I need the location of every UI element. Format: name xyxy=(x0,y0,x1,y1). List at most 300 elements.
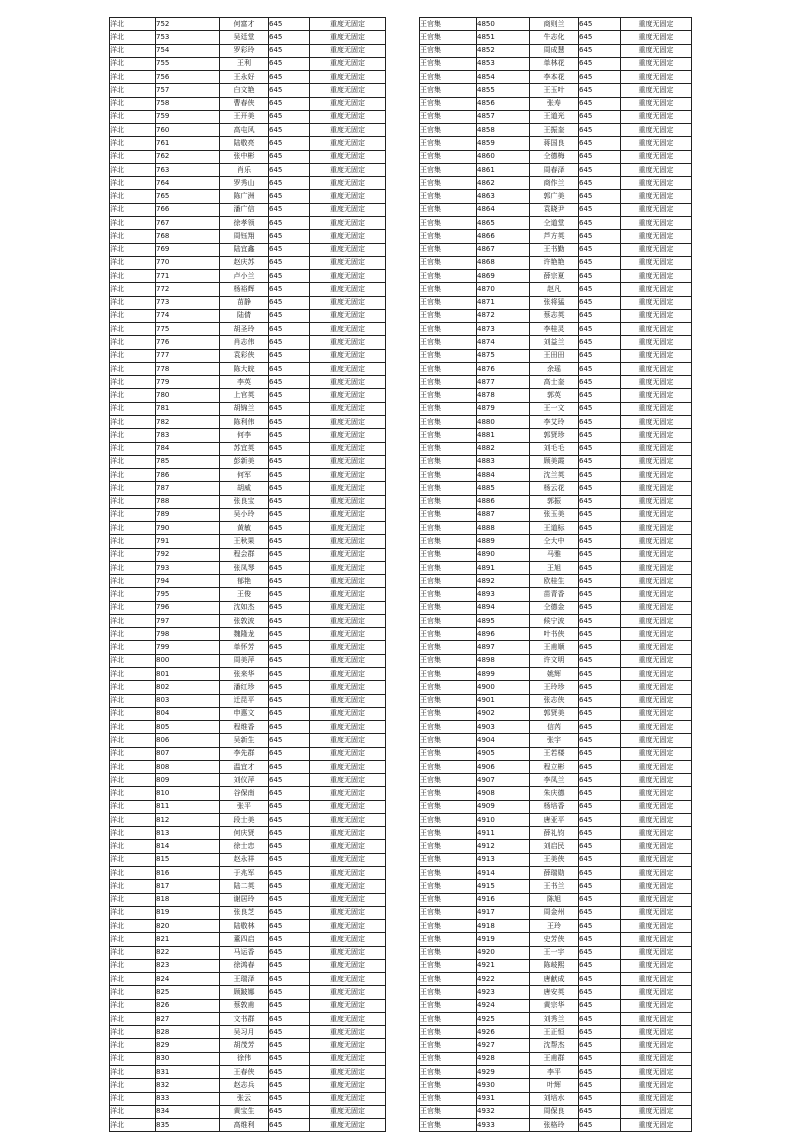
id-cell: 4913 xyxy=(477,853,530,866)
place-cell: 王官集 xyxy=(420,721,477,734)
place-cell: 洋北 xyxy=(110,920,156,933)
table-row xyxy=(110,203,386,216)
place-cell: 洋北 xyxy=(110,323,156,336)
place-cell: 王官集 xyxy=(420,1119,477,1132)
amount-cell: 645 xyxy=(579,813,621,826)
place-cell: 洋北 xyxy=(110,44,156,57)
table-row xyxy=(110,760,386,773)
table-row xyxy=(420,986,692,999)
type-cell: 重度无固定 xyxy=(621,867,692,880)
table-row xyxy=(110,641,386,654)
type-cell: 重度无固定 xyxy=(621,495,692,508)
table-row xyxy=(110,973,386,986)
type-cell: 重度无固定 xyxy=(310,681,386,694)
type-cell: 重度无固定 xyxy=(621,442,692,455)
place-cell: 王官集 xyxy=(420,389,477,402)
place-cell: 洋北 xyxy=(110,309,156,322)
name-cell: 沈帮杰 xyxy=(530,1039,579,1052)
place-cell: 王官集 xyxy=(420,283,477,296)
amount-cell: 645 xyxy=(269,270,310,283)
amount-cell: 645 xyxy=(579,442,621,455)
amount-cell: 645 xyxy=(579,575,621,588)
place-cell: 洋北 xyxy=(110,469,156,482)
table-row xyxy=(110,734,386,747)
id-cell: 4919 xyxy=(477,933,530,946)
amount-cell: 645 xyxy=(579,256,621,269)
amount-cell: 645 xyxy=(579,362,621,375)
amount-cell: 645 xyxy=(269,787,310,800)
amount-cell: 645 xyxy=(579,44,621,57)
amount-cell: 645 xyxy=(579,84,621,97)
table-row xyxy=(420,1052,692,1065)
amount-cell: 645 xyxy=(269,389,310,402)
amount-cell: 645 xyxy=(579,455,621,468)
amount-cell: 645 xyxy=(579,336,621,349)
place-cell: 王官集 xyxy=(420,1092,477,1105)
place-cell: 王官集 xyxy=(420,442,477,455)
type-cell: 重度无固定 xyxy=(621,1052,692,1065)
table-row xyxy=(110,283,386,296)
table-row xyxy=(420,774,692,787)
table-row xyxy=(420,535,692,548)
id-cell: 4930 xyxy=(477,1079,530,1092)
name-cell: 周美萍 xyxy=(220,654,269,667)
amount-cell: 645 xyxy=(269,694,310,707)
amount-cell: 645 xyxy=(579,216,621,229)
amount-cell: 645 xyxy=(579,933,621,946)
id-cell: 4882 xyxy=(477,442,530,455)
id-cell: 4867 xyxy=(477,243,530,256)
type-cell: 重度无固定 xyxy=(621,150,692,163)
name-cell: 王甫顺 xyxy=(530,641,579,654)
amount-cell: 645 xyxy=(579,376,621,389)
place-cell: 洋北 xyxy=(110,216,156,229)
name-cell: 单林花 xyxy=(530,57,579,70)
type-cell: 重度无固定 xyxy=(621,1105,692,1118)
id-cell: 826 xyxy=(156,999,220,1012)
amount-cell: 645 xyxy=(269,283,310,296)
table-row xyxy=(420,681,692,694)
id-cell: 785 xyxy=(156,455,220,468)
name-cell: 袁晓尹 xyxy=(530,203,579,216)
id-cell: 4885 xyxy=(477,482,530,495)
id-cell: 784 xyxy=(156,442,220,455)
place-cell: 王官集 xyxy=(420,1039,477,1052)
place-cell: 洋北 xyxy=(110,1105,156,1118)
name-cell: 程会群 xyxy=(220,548,269,561)
type-cell: 重度无固定 xyxy=(621,84,692,97)
table-row xyxy=(420,362,692,375)
table-row xyxy=(420,694,692,707)
place-cell: 洋北 xyxy=(110,734,156,747)
type-cell: 重度无固定 xyxy=(310,402,386,415)
amount-cell: 645 xyxy=(269,853,310,866)
table-row xyxy=(110,429,386,442)
table-row xyxy=(110,1039,386,1052)
name-cell: 吴习月 xyxy=(220,1026,269,1039)
amount-cell: 645 xyxy=(579,283,621,296)
amount-cell: 645 xyxy=(579,694,621,707)
place-cell: 王官集 xyxy=(420,588,477,601)
id-cell: 4876 xyxy=(477,362,530,375)
name-cell: 芦方英 xyxy=(530,230,579,243)
amount-cell: 645 xyxy=(579,415,621,428)
name-cell: 杨云花 xyxy=(530,482,579,495)
amount-cell: 645 xyxy=(579,906,621,919)
type-cell: 重度无固定 xyxy=(310,323,386,336)
table-row xyxy=(110,681,386,694)
name-cell: 刘毛毛 xyxy=(530,442,579,455)
type-cell: 重度无固定 xyxy=(310,84,386,97)
id-cell: 4912 xyxy=(477,840,530,853)
amount-cell: 645 xyxy=(579,707,621,720)
type-cell: 重度无固定 xyxy=(310,137,386,150)
type-cell: 重度无固定 xyxy=(310,203,386,216)
type-cell: 重度无固定 xyxy=(310,893,386,906)
table-row xyxy=(420,734,692,747)
id-cell: 770 xyxy=(156,256,220,269)
name-cell: 徐伟 xyxy=(220,1052,269,1065)
type-cell: 重度无固定 xyxy=(621,813,692,826)
name-cell: 徐士忠 xyxy=(220,840,269,853)
type-cell: 重度无固定 xyxy=(310,1105,386,1118)
amount-cell: 645 xyxy=(579,1012,621,1025)
place-cell: 王官集 xyxy=(420,402,477,415)
place-cell: 王官集 xyxy=(420,137,477,150)
name-cell: 王瑞泽 xyxy=(220,973,269,986)
amount-cell: 645 xyxy=(579,469,621,482)
table-row xyxy=(420,84,692,97)
name-cell: 白文艳 xyxy=(220,84,269,97)
table-row xyxy=(110,163,386,176)
table-row xyxy=(420,243,692,256)
name-cell: 叶辉 xyxy=(530,1079,579,1092)
id-cell: 4880 xyxy=(477,415,530,428)
name-cell: 刘益兰 xyxy=(530,336,579,349)
amount-cell: 645 xyxy=(269,535,310,548)
table-row xyxy=(420,1026,692,1039)
name-cell: 王若楼 xyxy=(530,747,579,760)
id-cell: 4861 xyxy=(477,163,530,176)
table-row xyxy=(420,933,692,946)
type-cell: 重度无固定 xyxy=(621,71,692,84)
amount-cell: 645 xyxy=(579,1105,621,1118)
table-row xyxy=(420,309,692,322)
table-row xyxy=(420,946,692,959)
type-cell: 重度无固定 xyxy=(310,813,386,826)
table-row xyxy=(110,216,386,229)
amount-cell: 645 xyxy=(269,986,310,999)
name-cell: 段士美 xyxy=(220,813,269,826)
amount-cell: 645 xyxy=(269,999,310,1012)
place-cell: 王官集 xyxy=(420,986,477,999)
type-cell: 重度无固定 xyxy=(621,668,692,681)
table-row xyxy=(110,362,386,375)
table-row xyxy=(110,97,386,110)
id-cell: 4883 xyxy=(477,455,530,468)
amount-cell: 645 xyxy=(269,296,310,309)
type-cell: 重度无固定 xyxy=(621,1092,692,1105)
table-row xyxy=(110,57,386,70)
type-cell: 重度无固定 xyxy=(310,415,386,428)
type-cell: 重度无固定 xyxy=(310,31,386,44)
table-row xyxy=(110,376,386,389)
place-cell: 洋北 xyxy=(110,774,156,787)
id-cell: 787 xyxy=(156,482,220,495)
amount-cell: 645 xyxy=(269,1092,310,1105)
name-cell: 肖乐 xyxy=(220,163,269,176)
table-row xyxy=(420,216,692,229)
id-cell: 4902 xyxy=(477,707,530,720)
name-cell: 许文明 xyxy=(530,654,579,667)
table-row xyxy=(110,110,386,123)
name-cell: 何李 xyxy=(220,429,269,442)
amount-cell: 645 xyxy=(269,323,310,336)
name-cell: 仝德金 xyxy=(530,601,579,614)
place-cell: 洋北 xyxy=(110,893,156,906)
name-cell: 周春泽 xyxy=(530,163,579,176)
table-row xyxy=(110,243,386,256)
id-cell: 762 xyxy=(156,150,220,163)
type-cell: 重度无固定 xyxy=(621,840,692,853)
type-cell: 重度无固定 xyxy=(310,628,386,641)
amount-cell: 645 xyxy=(579,614,621,627)
place-cell: 洋北 xyxy=(110,654,156,667)
id-cell: 801 xyxy=(156,668,220,681)
type-cell: 重度无固定 xyxy=(621,641,692,654)
table-row xyxy=(110,1119,386,1132)
table-row xyxy=(420,256,692,269)
name-cell: 张志侠 xyxy=(530,694,579,707)
type-cell: 重度无固定 xyxy=(621,827,692,840)
name-cell: 沈如杰 xyxy=(220,601,269,614)
type-cell: 重度无固定 xyxy=(310,1079,386,1092)
name-cell: 赵凡 xyxy=(530,283,579,296)
table-row xyxy=(110,614,386,627)
name-cell: 唐献成 xyxy=(530,973,579,986)
amount-cell: 645 xyxy=(269,561,310,574)
type-cell: 重度无固定 xyxy=(621,1065,692,1078)
name-cell: 周保良 xyxy=(530,1105,579,1118)
amount-cell: 645 xyxy=(579,124,621,137)
id-cell: 808 xyxy=(156,760,220,773)
table-row xyxy=(110,124,386,137)
amount-cell: 645 xyxy=(269,177,310,190)
id-cell: 760 xyxy=(156,124,220,137)
type-cell: 重度无固定 xyxy=(621,575,692,588)
amount-cell: 645 xyxy=(269,920,310,933)
id-cell: 752 xyxy=(156,18,220,31)
table-row xyxy=(420,124,692,137)
amount-cell: 645 xyxy=(579,402,621,415)
type-cell: 重度无固定 xyxy=(310,18,386,31)
amount-cell: 645 xyxy=(269,827,310,840)
name-cell: 李平 xyxy=(530,1065,579,1078)
amount-cell: 645 xyxy=(579,163,621,176)
type-cell: 重度无固定 xyxy=(310,561,386,574)
amount-cell: 645 xyxy=(269,243,310,256)
amount-cell: 645 xyxy=(269,893,310,906)
type-cell: 重度无固定 xyxy=(310,601,386,614)
type-cell: 重度无固定 xyxy=(310,1026,386,1039)
type-cell: 重度无固定 xyxy=(621,57,692,70)
name-cell: 高屯风 xyxy=(220,124,269,137)
table-row xyxy=(110,402,386,415)
amount-cell: 645 xyxy=(579,893,621,906)
amount-cell: 645 xyxy=(269,482,310,495)
table-row xyxy=(420,389,692,402)
amount-cell: 645 xyxy=(579,588,621,601)
type-cell: 重度无固定 xyxy=(621,614,692,627)
id-cell: 806 xyxy=(156,734,220,747)
place-cell: 洋北 xyxy=(110,336,156,349)
place-cell: 王官集 xyxy=(420,867,477,880)
type-cell: 重度无固定 xyxy=(621,31,692,44)
amount-cell: 645 xyxy=(579,747,621,760)
place-cell: 洋北 xyxy=(110,110,156,123)
amount-cell: 645 xyxy=(269,628,310,641)
table-row xyxy=(110,561,386,574)
place-cell: 洋北 xyxy=(110,1012,156,1025)
place-cell: 王官集 xyxy=(420,933,477,946)
place-cell: 洋北 xyxy=(110,482,156,495)
name-cell: 唐安英 xyxy=(530,986,579,999)
amount-cell: 645 xyxy=(269,203,310,216)
place-cell: 洋北 xyxy=(110,522,156,535)
table-row xyxy=(110,535,386,548)
id-cell: 769 xyxy=(156,243,220,256)
id-cell: 804 xyxy=(156,707,220,720)
type-cell: 重度无固定 xyxy=(310,296,386,309)
table-row xyxy=(420,190,692,203)
name-cell: 周钰翔 xyxy=(220,230,269,243)
amount-cell: 645 xyxy=(269,1119,310,1132)
amount-cell: 645 xyxy=(269,880,310,893)
table-row xyxy=(420,628,692,641)
type-cell: 重度无固定 xyxy=(310,482,386,495)
place-cell: 王官集 xyxy=(420,787,477,800)
amount-cell: 645 xyxy=(269,508,310,521)
table-row xyxy=(110,522,386,535)
place-cell: 洋北 xyxy=(110,31,156,44)
type-cell: 重度无固定 xyxy=(310,959,386,972)
amount-cell: 645 xyxy=(269,548,310,561)
place-cell: 洋北 xyxy=(110,71,156,84)
type-cell: 重度无固定 xyxy=(621,1119,692,1132)
place-cell: 王官集 xyxy=(420,349,477,362)
id-cell: 4922 xyxy=(477,973,530,986)
amount-cell: 645 xyxy=(269,1105,310,1118)
type-cell: 重度无固定 xyxy=(310,920,386,933)
name-cell: 张良芝 xyxy=(220,906,269,919)
type-cell: 重度无固定 xyxy=(310,986,386,999)
type-cell: 重度无固定 xyxy=(621,707,692,720)
name-cell: 曹春侠 xyxy=(220,97,269,110)
place-cell: 洋北 xyxy=(110,97,156,110)
table-row xyxy=(110,31,386,44)
table-row xyxy=(420,522,692,535)
name-cell: 仝大中 xyxy=(530,535,579,548)
id-cell: 4892 xyxy=(477,575,530,588)
amount-cell: 645 xyxy=(579,323,621,336)
place-cell: 洋北 xyxy=(110,270,156,283)
place-cell: 洋北 xyxy=(110,84,156,97)
amount-cell: 645 xyxy=(579,110,621,123)
id-cell: 790 xyxy=(156,522,220,535)
id-cell: 4918 xyxy=(477,920,530,933)
id-cell: 788 xyxy=(156,495,220,508)
id-cell: 4929 xyxy=(477,1065,530,1078)
name-cell: 徐鸿春 xyxy=(220,959,269,972)
name-cell: 上官英 xyxy=(220,389,269,402)
type-cell: 重度无固定 xyxy=(621,787,692,800)
id-cell: 4872 xyxy=(477,309,530,322)
place-cell: 洋北 xyxy=(110,813,156,826)
id-cell: 821 xyxy=(156,933,220,946)
name-cell: 蔡志英 xyxy=(530,309,579,322)
amount-cell: 645 xyxy=(269,1012,310,1025)
amount-cell: 645 xyxy=(579,548,621,561)
type-cell: 重度无固定 xyxy=(310,336,386,349)
type-cell: 重度无固定 xyxy=(310,163,386,176)
type-cell: 重度无固定 xyxy=(310,787,386,800)
amount-cell: 645 xyxy=(579,203,621,216)
id-cell: 759 xyxy=(156,110,220,123)
table-row xyxy=(420,575,692,588)
table-row xyxy=(420,853,692,866)
id-cell: 4931 xyxy=(477,1092,530,1105)
amount-cell: 645 xyxy=(579,150,621,163)
table-row xyxy=(420,800,692,813)
place-cell: 王官集 xyxy=(420,309,477,322)
name-cell: 王春侠 xyxy=(220,1065,269,1078)
amount-cell: 645 xyxy=(579,1026,621,1039)
type-cell: 重度无固定 xyxy=(310,973,386,986)
type-cell: 重度无固定 xyxy=(621,694,692,707)
type-cell: 重度无固定 xyxy=(621,561,692,574)
id-cell: 753 xyxy=(156,31,220,44)
table-row xyxy=(110,840,386,853)
id-cell: 823 xyxy=(156,959,220,972)
name-cell: 肖志伟 xyxy=(220,336,269,349)
id-cell: 4894 xyxy=(477,601,530,614)
name-cell: 董四启 xyxy=(220,933,269,946)
amount-cell: 645 xyxy=(269,641,310,654)
amount-cell: 645 xyxy=(269,1039,310,1052)
id-cell: 789 xyxy=(156,508,220,521)
place-cell: 洋北 xyxy=(110,429,156,442)
name-cell: 苗青香 xyxy=(530,588,579,601)
table-row xyxy=(420,1105,692,1118)
type-cell: 重度无固定 xyxy=(621,137,692,150)
type-cell: 重度无固定 xyxy=(310,216,386,229)
table-row xyxy=(420,336,692,349)
id-cell: 763 xyxy=(156,163,220,176)
id-cell: 4905 xyxy=(477,747,530,760)
id-cell: 4898 xyxy=(477,654,530,667)
place-cell: 王官集 xyxy=(420,601,477,614)
id-cell: 4856 xyxy=(477,97,530,110)
table-row xyxy=(420,163,692,176)
table-row xyxy=(110,800,386,813)
amount-cell: 645 xyxy=(269,946,310,959)
name-cell: 袁彩侠 xyxy=(220,349,269,362)
amount-cell: 645 xyxy=(269,230,310,243)
name-cell: 赵庆苏 xyxy=(220,256,269,269)
id-cell: 780 xyxy=(156,389,220,402)
id-cell: 777 xyxy=(156,349,220,362)
id-cell: 4896 xyxy=(477,628,530,641)
